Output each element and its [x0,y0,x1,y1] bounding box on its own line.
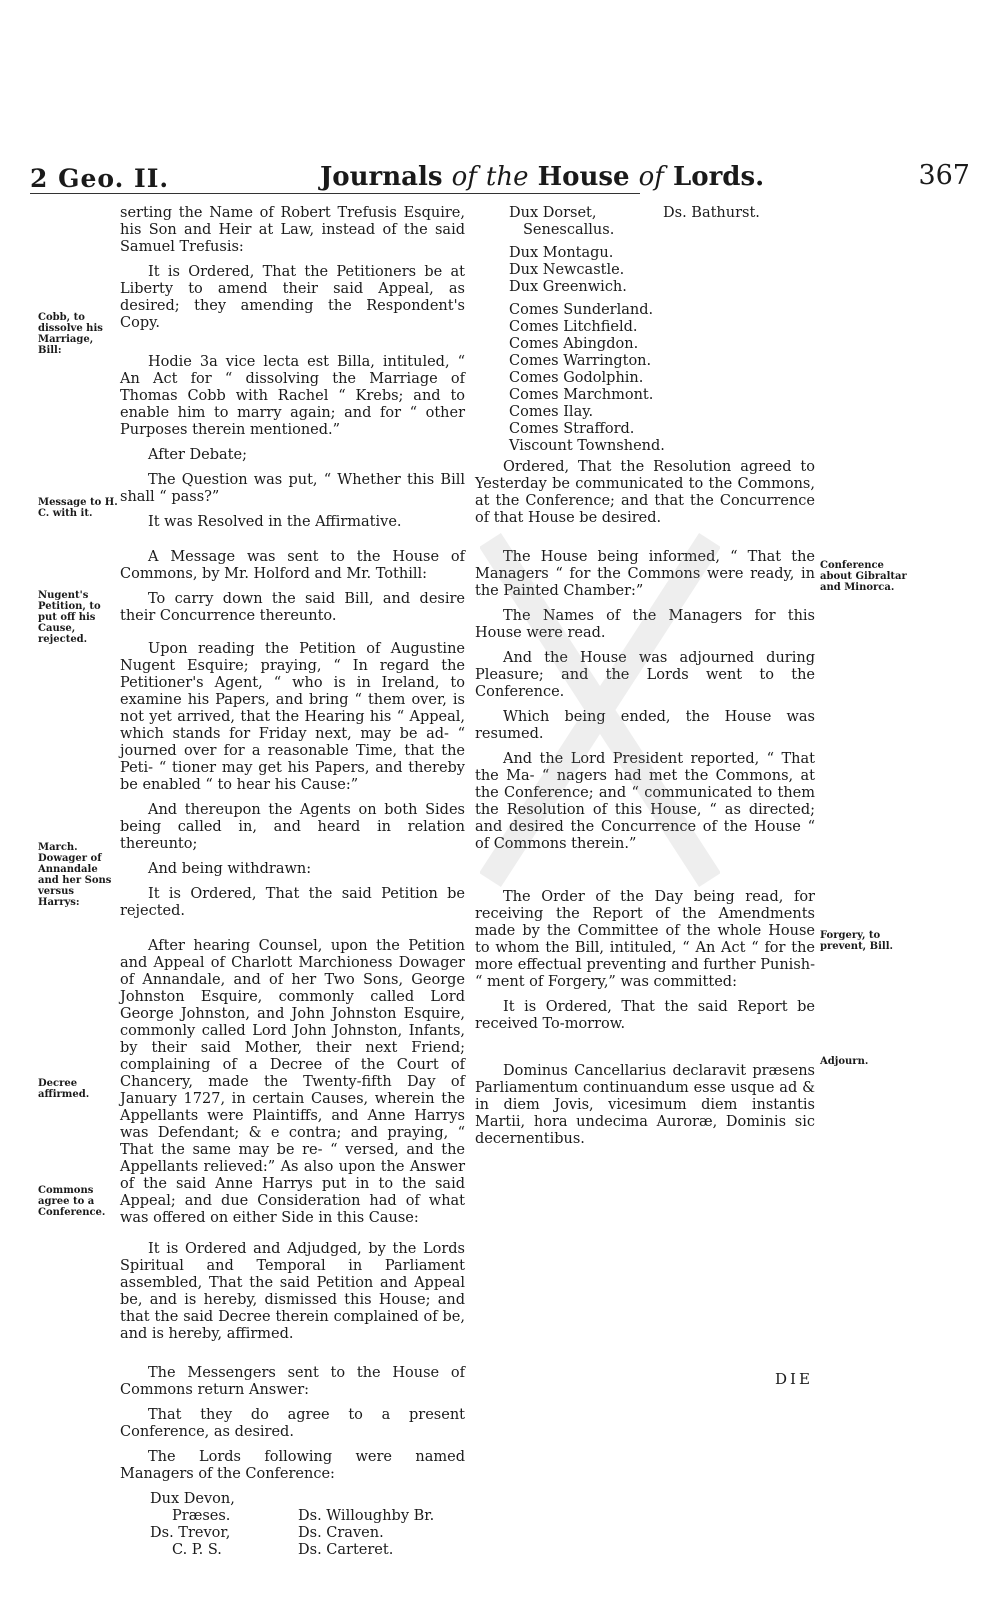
lord-name: Ds. Bathurst. [663,205,760,221]
lord-name: Comes Litchfield. [509,319,638,335]
margin-note-cobb: Cobb, to dissolve his Marriage, Bill: [38,312,103,356]
margin-note-conference: Conference about Gibraltar and Minorca. [820,560,907,593]
title-of-2: of [638,162,664,192]
title-journals: Journals [320,162,443,192]
lords-list-col1 [509,205,665,455]
paragraph-agree: That they do agree to a present Conference, as desired. [120,1407,465,1440]
margin-note-commons: Commons agree to a Conference. [38,1185,106,1218]
paragraph-petition-rejected: It is Ordered, That the said Petition be rejected. [120,886,465,919]
paragraph-resumed: Which being ended, the House was resumed. [475,709,815,742]
right-column [475,205,815,1156]
left-column [120,205,465,1571]
manager-title: C. P. S. [172,1542,222,1558]
lord-name: Dux Greenwich. [509,279,627,295]
managers-list [120,1491,465,1571]
lord-name: Comes Godolphin. [509,370,644,386]
lords-list-col2 [663,205,760,222]
margin-note-forgery: Forgery, to prevent, Bill. [820,930,893,952]
margin-note-decree: Decree affirmed. [38,1078,90,1100]
lord-name: Dux Montagu. [509,245,614,261]
paragraph-adjourned: And the House was adjourned during Pleasure; and the Lords went to the Conference. [475,650,815,700]
margin-note-annandale: March. Dowager of Annandale and her Sons versus Harrys: [38,842,112,908]
paragraph-forgery-bill: The Order of the Day being read, for receiving the Report of the Amendments made by the Committee of the whole House to whom the Bill, intituled, “ An Act “ for the more effectual preventing and further Punish- “ ment of Forgery,” was committed: [475,889,815,990]
header-rule [30,193,640,194]
margin-note-adjourn: Adjourn. [820,1056,869,1067]
margin-note-nugent: Nugent's Petition, to put off his Cause, rejected. [38,590,101,645]
lord-name: Comes Marchmont. [509,387,654,403]
manager-title: Præses. [172,1508,231,1524]
paragraph-house-informed: The House being informed, “ That the Managers “ for the Commons were ready, in the Painted Chamber:” [475,549,815,599]
lord-name: Comes Strafford. [509,421,635,437]
manager-name: Ds. Carteret. [298,1542,394,1558]
paragraph-decree: It is Ordered and Adjudged, by the Lords Spiritual and Temporal in Parliament assembled, That the said Petition and Appeal be, and is hereby, dismissed this House; and that the said Decree therein complained of be, and is hereby, affirmed. [120,1241,465,1342]
paragraph-cobb-bill: Hodie 3a vice lecta est Billa, intituled, “ An Act for “ dissolving the Marriage of Thomas Cobb with Rachel “ Krebs; and to enable him to marry again; and for “ other Purposes therein mentioned.” [120,354,465,438]
paragraph-messengers: The Messengers sent to the House of Commons return Answer: [120,1365,465,1398]
paragraph-managers: The Lords following were named Managers of the Conference: [120,1449,465,1482]
lord-name: Comes Warrington. [509,353,652,369]
lord-name: Comes Ilay. [509,404,594,420]
title-lords: Lords. [672,162,765,192]
paragraph-resolved: It was Resolved in the Affirmative. [148,514,402,530]
manager-name: Ds. Trevor, [150,1525,231,1541]
paragraph-report-tomorrow: It is Ordered, That the said Report be received To-morrow. [475,999,815,1032]
reign-label: 2 Geo. II. [30,164,170,193]
journal-title [320,162,764,192]
lord-name: Comes Abingdon. [509,336,639,352]
paragraph-question: The Question was put, “ Whether this Bill shall “ pass?” [120,472,465,505]
paragraph-withdrawn: And being withdrawn: [148,861,312,877]
lord-name: Dux Dorset, [509,205,597,221]
catchword: DIE [775,1370,813,1388]
paragraph-cancellarius: Dominus Cancellarius declaravit præsens Parliamentum continuandum esse usque ad & in diem Jovis, vicesimum diem instantis Martii, hora undecima Auroræ, Dominis sic decernentibus. [475,1063,815,1147]
manager-name: Dux Devon, [150,1491,235,1507]
managers-list-b [298,1508,434,1559]
paragraph-trefusis: serting the Name of Robert Trefusis Esquire, his Son and Heir at Law, instead of the said Samuel Trefusis: [120,205,465,255]
title-the: the [485,162,529,192]
paragraph-lord-president: And the Lord President reported, “ That the Ma- “ nagers had met the Commons, at the Conference; and “ communicated to them the Resolution of this House, “ as directed; and desired the Concurrence of the House “ of Commons therein.” [475,751,815,852]
title-of: of [451,162,477,192]
paragraph-after-debate: After Debate; [148,447,247,463]
paragraph-message: A Message was sent to the House of Commons, by Mr. Holford and Mr. Tothill: [120,549,465,582]
managers-list-a [150,1491,235,1559]
paragraph-names-read: The Names of the Managers for this House were read. [475,608,815,641]
lord-name: Dux Newcastle. [509,262,625,278]
lord-name: Comes Sunderland. [509,302,654,318]
running-header [30,160,970,200]
paragraph-ordered-resolution: Ordered, That the Resolution agreed to Yesterday be communicated to the Commons, at the Conference; and that the Concurrence of that House be desired. [475,459,815,526]
manager-name: Ds. Craven. [298,1525,384,1541]
paragraph-annandale: After hearing Counsel, upon the Petition and Appeal of Charlott Marchioness Dowager of Annandale, and of her Two Sons, George Johnston Esquire, commonly called Lord George Johnston, and John Johnston Esquire, commonly called Lord John Johnston, Infants, by their said Mother, their next Friend; complaining of a Decree of the Court of Chancery, made the Twenty-fifth Day of January 1727, in certain Causes, wherein the Appellants were Plaintiffs, and Anne Harrys was Defendant; & e contra; and praying, “ That the same may be re- “ versed, and the Appellants relieved:” As also upon the Answer of the said Anne Harrys put in to the said Appeal; and due Consideration had of what was offered on either Side in this Cause: [120,938,465,1226]
page-number: 367 [918,160,970,191]
paragraph-ordered-amend: It is Ordered, That the Petitioners be at Liberty to amend their said Appeal, as desired; they amending the Respondent's Copy. [120,264,465,331]
paragraph-nugent-petition: Upon reading the Petition of Augustine Nugent Esquire; praying, “ In regard the Petitioner's Agent, “ who is in Ireland, to examine his Papers, and bring “ them over, is not yet arrived, that the Hearing his “ Appeal, which stands for Friday next, may be ad- “ journed over for a reasonable Time, that the Peti- “ tioner may get his Papers, and thereby be enabled “ to hear his Cause:” [120,641,465,793]
lord-name: Viscount Townshend. [509,438,665,454]
title-house: House [537,162,630,192]
lords-managers-list [475,205,815,454]
paragraph-agents: And thereupon the Agents on both Sides being called in, and heard in relation thereunto; [120,802,465,852]
paragraph-carry-down: To carry down the said Bill, and desire their Concurrence thereunto. [120,591,465,624]
margin-note-message: Message to H. C. with it. [38,497,118,519]
lord-title: Senescallus. [523,222,615,238]
manager-name: Ds. Willoughby Br. [298,1508,435,1524]
